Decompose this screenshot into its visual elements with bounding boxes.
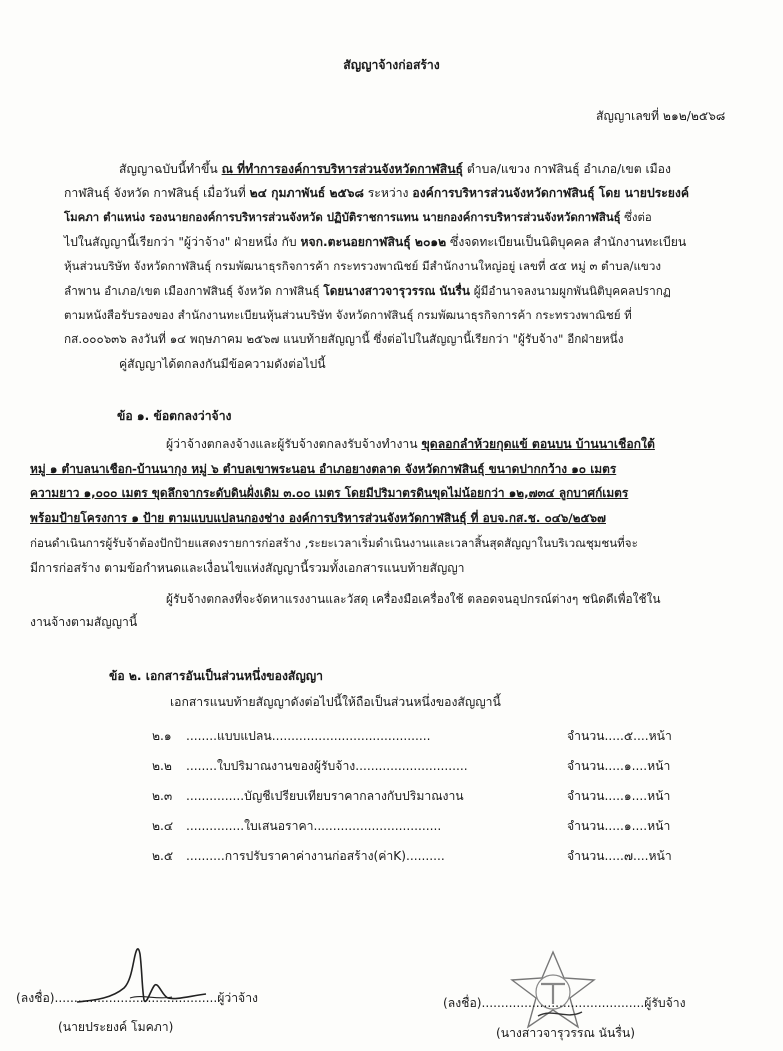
clause-1-line-5: ก่อนดำเนินการผู้รับจ้าต้องปักป้ายแสดงรายการก่อสร้าง ,ระยะเวลาเริ่มดำเนินงานและเวลาสิ้นสุดสัญญาในบริเวณชุมชนที่จะ: [30, 536, 638, 550]
attachment-num: ๒.๒: [152, 759, 172, 773]
intro-line-8: กส.๐๐๐๖๓๖ ลงวันที่ ๑๔ พฤษภาคม ๒๕๖๗ แนบท้ายสัญญานี้ ซึ่งต่อไปในสัญญานี้เรียกว่า "ผู้รับจ้าง" อีกฝ่ายหนึ่ง: [64, 332, 624, 346]
attachment-num: ๒.๔: [152, 819, 174, 833]
intro-line-9: คู่สัญญาได้ตกลงกันมีข้อความดังต่อไปนี้: [119, 357, 326, 371]
contractor-name: (นางสาวจารุวรรณ นันรื่น): [496, 1026, 635, 1040]
clause-2-heading: ข้อ ๒. เอกสารอันเป็นส่วนหนึ่งของสัญญา: [109, 669, 323, 683]
intro-line-2: กาฬสินธุ์ จังหวัด กาฬสินธุ์ เมื่อวันที่ ๒๔ กุมภาพันธ์ ๒๕๖๘ ระหว่าง องค์การบริหารส่วนจังหวัดกาฬสินธุ์ โดย นายประยงค์: [64, 186, 690, 200]
attachment-qty: จำนวน.....๑....หน้า: [567, 759, 671, 773]
employer-sign-line: (ลงชื่อ)..........................................ผู้ว่าจ้าง: [16, 991, 258, 1005]
intro-line-6: ลำพาน อำเภอ/เขต เมืองกาฬสินธุ์ จังหวัด กาฬสินธุ์ โดยนางสาวจารุวรรณ นันรื่น ผู้มีอำนาจลงนามผูกพันนิติบุคคลปรากฏ: [64, 284, 671, 298]
intro-line-1: สัญญาฉบับนี้ทำขึ้น ณ ที่ทำการองค์การบริหารส่วนจังหวัดกาฬสินธุ์ ตำบล/แขวง กาฬสินธุ์ อำเภอ/เขต เมือง: [119, 162, 671, 176]
employer-signature: [72, 940, 212, 1020]
clause-1-line-7: ผู้รับจ้างตกลงที่จะจัดหาแรงงานและวัสดุ เครื่องมือเครื่องใช้ ตลอดจนอุปกรณ์ต่างๆ ชนิดดีเพื่อใช้ใน: [166, 592, 661, 606]
clause-1-line-3: ความยาว ๑,๐๐๐ เมตร ขุดลึกจากระดับดินฝั่งเดิม ๓.๐๐ เมตร โดยมีปริมาตรดินขุดไม่น้อยกว่า ๑๒,๗๓๔ ลูกบาศก์เมตร: [30, 486, 629, 500]
attachment-num: ๒.๑: [152, 729, 172, 743]
clause-1-heading: ข้อ ๑. ข้อตกลงว่าจ้าง: [117, 409, 232, 423]
attachment-qty: จำนวน.....๗....หน้า: [567, 849, 672, 863]
attachment-qty: จำนวน.....๕....หน้า: [567, 729, 672, 743]
attachment-label: ...............ใบเสนอราคา.................................: [186, 819, 442, 833]
attachment-num: ๒.๓: [152, 789, 173, 803]
intro-line-7: ตามหนังสือรับรองของ สำนักงานทะเบียนหุ้นส่วนบริษัท จังหวัดกาฬสินธุ์ กรมพัฒนาธุรกิจการค้า กระทรวงพาณิชย์ ที่: [64, 308, 632, 322]
intro-line-5: หุ้นส่วนบริษัท จังหวัดกาฬสินธุ์ กรมพัฒนาธุรกิจการค้า กระทรวงพาณิชย์ มีสำนักงานใหญ่อยู่ เลขที่ ๕๕ หมู่ ๓ ตำบล/แขวง: [64, 259, 662, 273]
clause-1-line-8: งานจ้างตามสัญญานี้: [30, 615, 138, 629]
attachment-num: ๒.๕: [152, 849, 174, 863]
intro-line-3: โมคภา ตำแหน่ง รองนายกองค์การบริหารส่วนจังหวัด ปฏิบัติราชการแทน นายกองค์การบริหารส่วนจังหวัดกาฬสินธุ์ ซึ่งต่อ: [64, 210, 652, 224]
contractor-sign-line: (ลงชื่อ)..........................................ผู้รับจ้าง: [443, 996, 686, 1010]
clause-1-line-4: พร้อมป้ายโครงการ ๑ ป้าย ตามแบบแปลนกองช่าง องค์การบริหารส่วนจังหวัดกาฬสินธุ์ ที่ อบจ.กส.ช. ๐๔๖/๒๕๖๗: [30, 511, 606, 525]
attachment-label: ........แบบแปลน.........................................: [186, 729, 431, 743]
clause-1-line-1: ผู้ว่าจ้างตกลงจ้างและผู้รับจ้างตกลงรับจ้างทำงาน ขุดลอกลำห้วยกุดแข้ ตอนบน บ้านนาเชือกใต้: [166, 437, 655, 451]
attachment-qty: จำนวน.....๑....หน้า: [567, 819, 671, 833]
intro-line-4: ไปในสัญญานี้เรียกว่า "ผู้ว่าจ้าง" ฝ่ายหนึ่ง กับ หจก.ตะนอยกาฬสินธุ์ ๒๐๑๒ ซึ่งจดทะเบียนเป็นนิติบุคคล สำนักงานทะเบียน: [64, 235, 687, 249]
attachment-qty: จำนวน.....๑....หน้า: [567, 789, 671, 803]
employer-name: (นายประยงค์ โมคภา): [58, 1020, 174, 1034]
clause-1-line-2: หมู่ ๑ ตำบลนาเชือก-บ้านนากุง หมู่ ๖ ตำบลเขาพระนอน อำเภอยางตลาด จังหวัดกาฬสินธุ์ ขนาดปากกว้าง ๑๐ เมตร: [30, 462, 617, 476]
contract-number: สัญญาเลขที่ ๒๑๒/๒๕๖๘: [596, 109, 726, 123]
company-seal-stamp: [508, 950, 598, 1030]
attachment-label: ........ใบปริมาณงานของผู้รับจ้าง.............................: [186, 759, 468, 773]
attachment-label: ..........การปรับราคาค่างานก่อสร้าง(ค่าK)..........: [186, 849, 445, 863]
document-title: สัญญาจ้างก่อสร้าง: [343, 58, 440, 72]
attachment-label: ...............บัญชีเปรียบเทียบราคากลางกับปริมาณงาน: [186, 789, 464, 803]
clause-1-line-6: มีการก่อสร้าง ตามข้อกำหนดและเงื่อนไขแห่งสัญญานี้รวมทั้งเอกสารแนบท้ายสัญญา: [30, 561, 465, 575]
clause-2-intro: เอกสารแนบท้ายสัญญาดังต่อไปนี้ให้ถือเป็นส่วนหนึ่งของสัญญานี้: [170, 695, 501, 709]
